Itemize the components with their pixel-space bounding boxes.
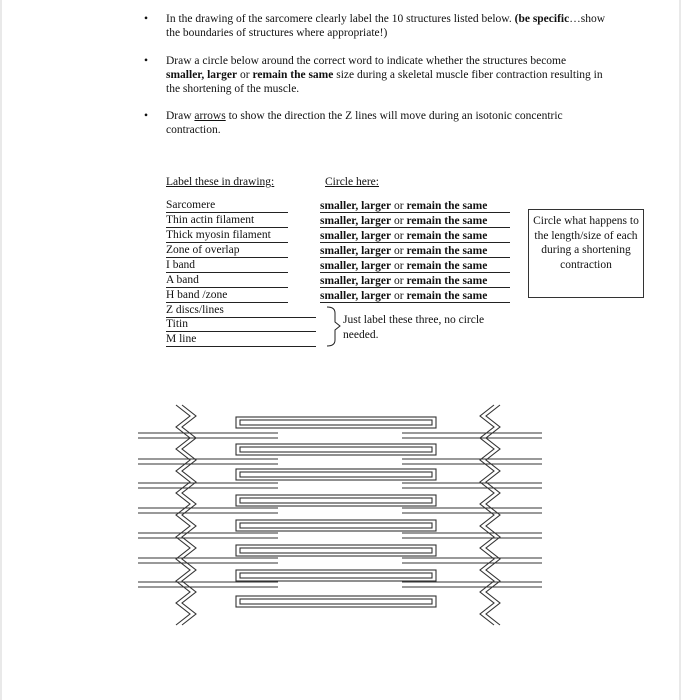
side-note-box: Circle what happens to the length/size of each during a shortening contraction [528, 209, 644, 298]
structure-label: Titin [166, 318, 316, 332]
structure-label: M line [166, 333, 316, 347]
thick-filament [236, 570, 436, 581]
thick-filament [236, 417, 436, 428]
thick-filament-inner [240, 599, 432, 604]
thick-filament-inner [240, 498, 432, 503]
thick-filament [236, 444, 436, 455]
thick-filament-inner [240, 472, 432, 477]
answer-options[interactable]: smaller, larger or remain the same [320, 214, 510, 228]
answer-options[interactable]: smaller, larger or remain the same [320, 259, 510, 273]
answer-options[interactable]: smaller, larger or remain the same [320, 244, 510, 258]
thick-filament [236, 469, 436, 480]
instruction-1-rest: …show the boundaries of structures where appropriate!) [166, 13, 605, 39]
circle-column-header: Circle here: [325, 176, 379, 188]
instruction-1-bold: (be specific [514, 13, 570, 25]
thick-filament-inner [240, 523, 432, 528]
instruction-2-rest: size during a skeletal muscle fiber contraction resulting in the shortening of the muscle. [166, 69, 603, 95]
instruction-2-text: Draw a circle below around the correct word to indicate whether the structures become [166, 55, 567, 67]
thick-filament [236, 495, 436, 506]
thick-filament-inner [240, 573, 432, 578]
answer-options[interactable]: smaller, larger or remain the same [320, 229, 510, 243]
thick-filament-inner [240, 420, 432, 425]
instruction-3-text: Draw [166, 110, 195, 122]
instruction-2-or: or [237, 69, 253, 81]
structure-label: Thick myosin filament [166, 229, 288, 243]
answer-options[interactable]: smaller, larger or remain the same [320, 289, 510, 303]
structure-label: Z discs/lines [166, 304, 316, 318]
bracket [327, 307, 340, 346]
answer-options[interactable]: smaller, larger or remain the same [320, 274, 510, 288]
label-column-header: Label these in drawing: [166, 176, 275, 188]
thick-filament [236, 545, 436, 556]
bullet-dot: • [144, 55, 149, 67]
structure-label: Thin actin filament [166, 214, 288, 228]
structure-label: Zone of overlap [166, 244, 288, 258]
thick-filament [236, 520, 436, 531]
structure-label: A band [166, 274, 288, 288]
answer-options[interactable]: smaller, larger or remain the same [320, 199, 510, 213]
structure-label: H band /zone [166, 289, 288, 303]
structure-label: I band [166, 259, 288, 273]
bullet-dot: • [144, 110, 149, 122]
instruction-2-bold-b: remain the same [252, 69, 334, 81]
instruction-2-bold-a: smaller, larger [166, 69, 238, 81]
bracket-note: Just label these three, no circle needed. [343, 314, 485, 341]
instruction-1-text: In the drawing of the sarcomere clearly label the 10 structures listed below. [166, 13, 515, 25]
thick-filament-inner [240, 548, 432, 553]
instruction-3-underlined: arrows [194, 110, 226, 122]
instruction-3-rest: to show the direction the Z lines will move during an isotonic concentric contraction. [166, 110, 563, 136]
thick-filament-inner [240, 447, 432, 452]
thick-filament [236, 596, 436, 607]
bullet-dot: • [144, 13, 149, 25]
structure-label: Sarcomere [166, 199, 288, 213]
